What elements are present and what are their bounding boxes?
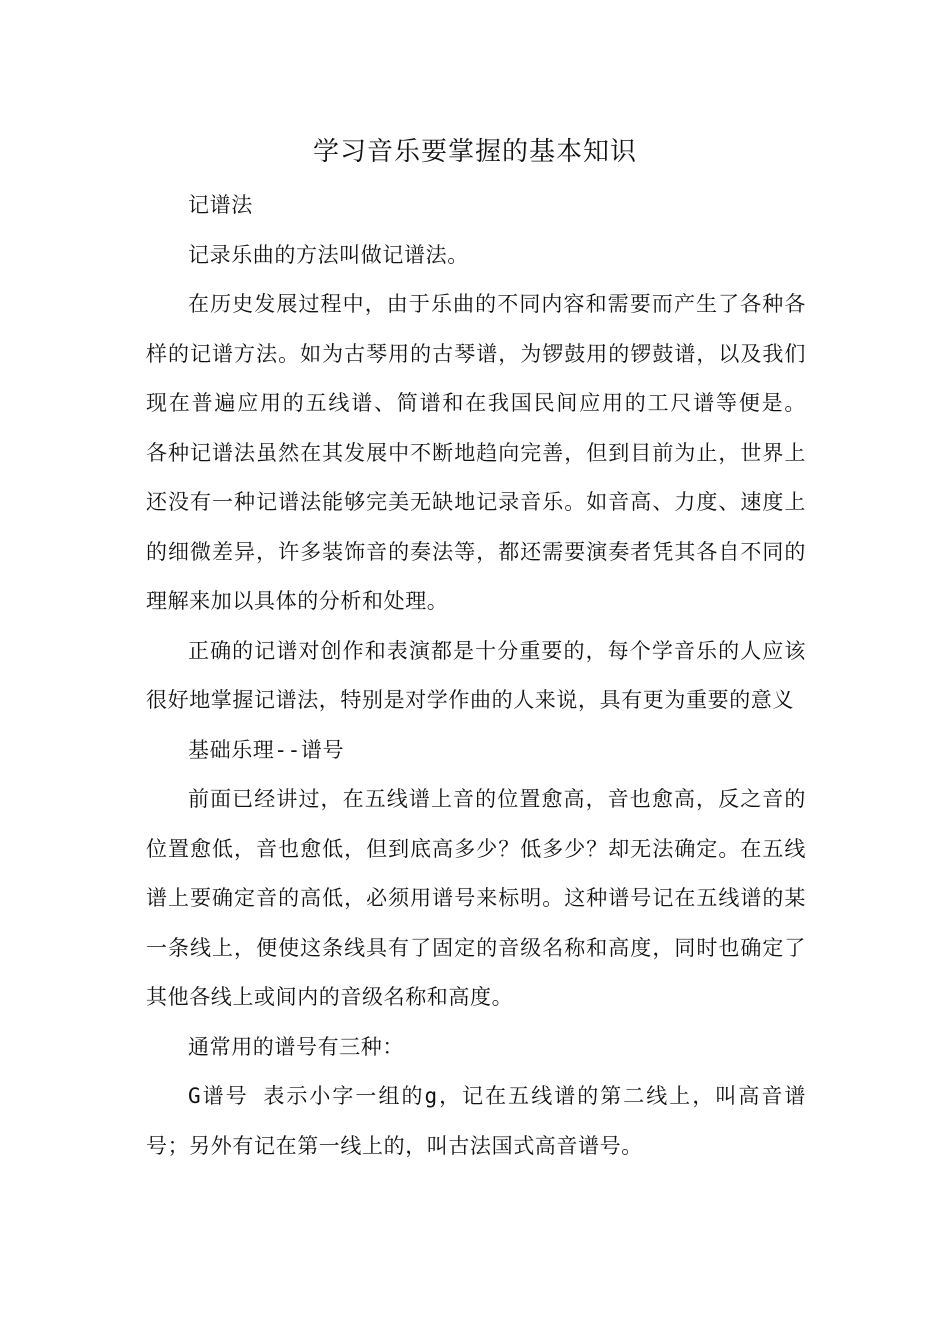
section-heading-notation: 记谱法: [188, 193, 253, 217]
paragraph: 记录乐曲的方法叫做记谱法。: [188, 242, 469, 267]
section-heading-clef: 基础乐理--谱号: [188, 737, 345, 762]
paragraph: 正确的记谱对创作和表演都是十分重要的，每个学音乐的人应该很好地掌握记谱法，特别是对学作曲的人来说，具有更为重要的意义: [146, 638, 806, 712]
paragraph: G谱号 表示小字一组的g，记在五线谱的第二线上，叫高音谱号；另外有记在第一线上的，叫古法国式高音谱号。: [146, 1084, 806, 1158]
paragraph: 通常用的谱号有三种：: [188, 1034, 404, 1059]
document-body: [146, 181, 806, 1171]
paragraph: 前面已经讲过，在五线谱上音的位置愈高，音也愈高，反之音的位置愈低，音也愈低，但到底高多少？低多少？却无法确定。在五线谱上要确定音的高低，必须用谱号来标明。这种谱号记在五线谱的某一条线上，便使这条线具有了固定的音级名称和高度，同时也确定了其他各线上或间内的音级名称和高度。: [146, 787, 806, 1009]
document-title: 学习音乐要掌握的基本知识: [312, 137, 637, 167]
paragraph: 在历史发展过程中，由于乐曲的不同内容和需要而产生了各种各样的记谱方法。如为古琴用的古琴谱，为锣鼓用的锣鼓谱，以及我们现在普遍应用的五线谱、简谱和在我国民间应用的工尺谱等便是。 各种记谱法虽然在其发展中不断地趋向完善，但到目前为止，世界上还没有一种记谱法能够完美无缺地记录音乐。如音高、力度、速度上的细微差异，许多装饰音的奏法等，都还需要演奏者凭其各自不同的理解来加以具体的分析和处理。: [146, 292, 806, 613]
